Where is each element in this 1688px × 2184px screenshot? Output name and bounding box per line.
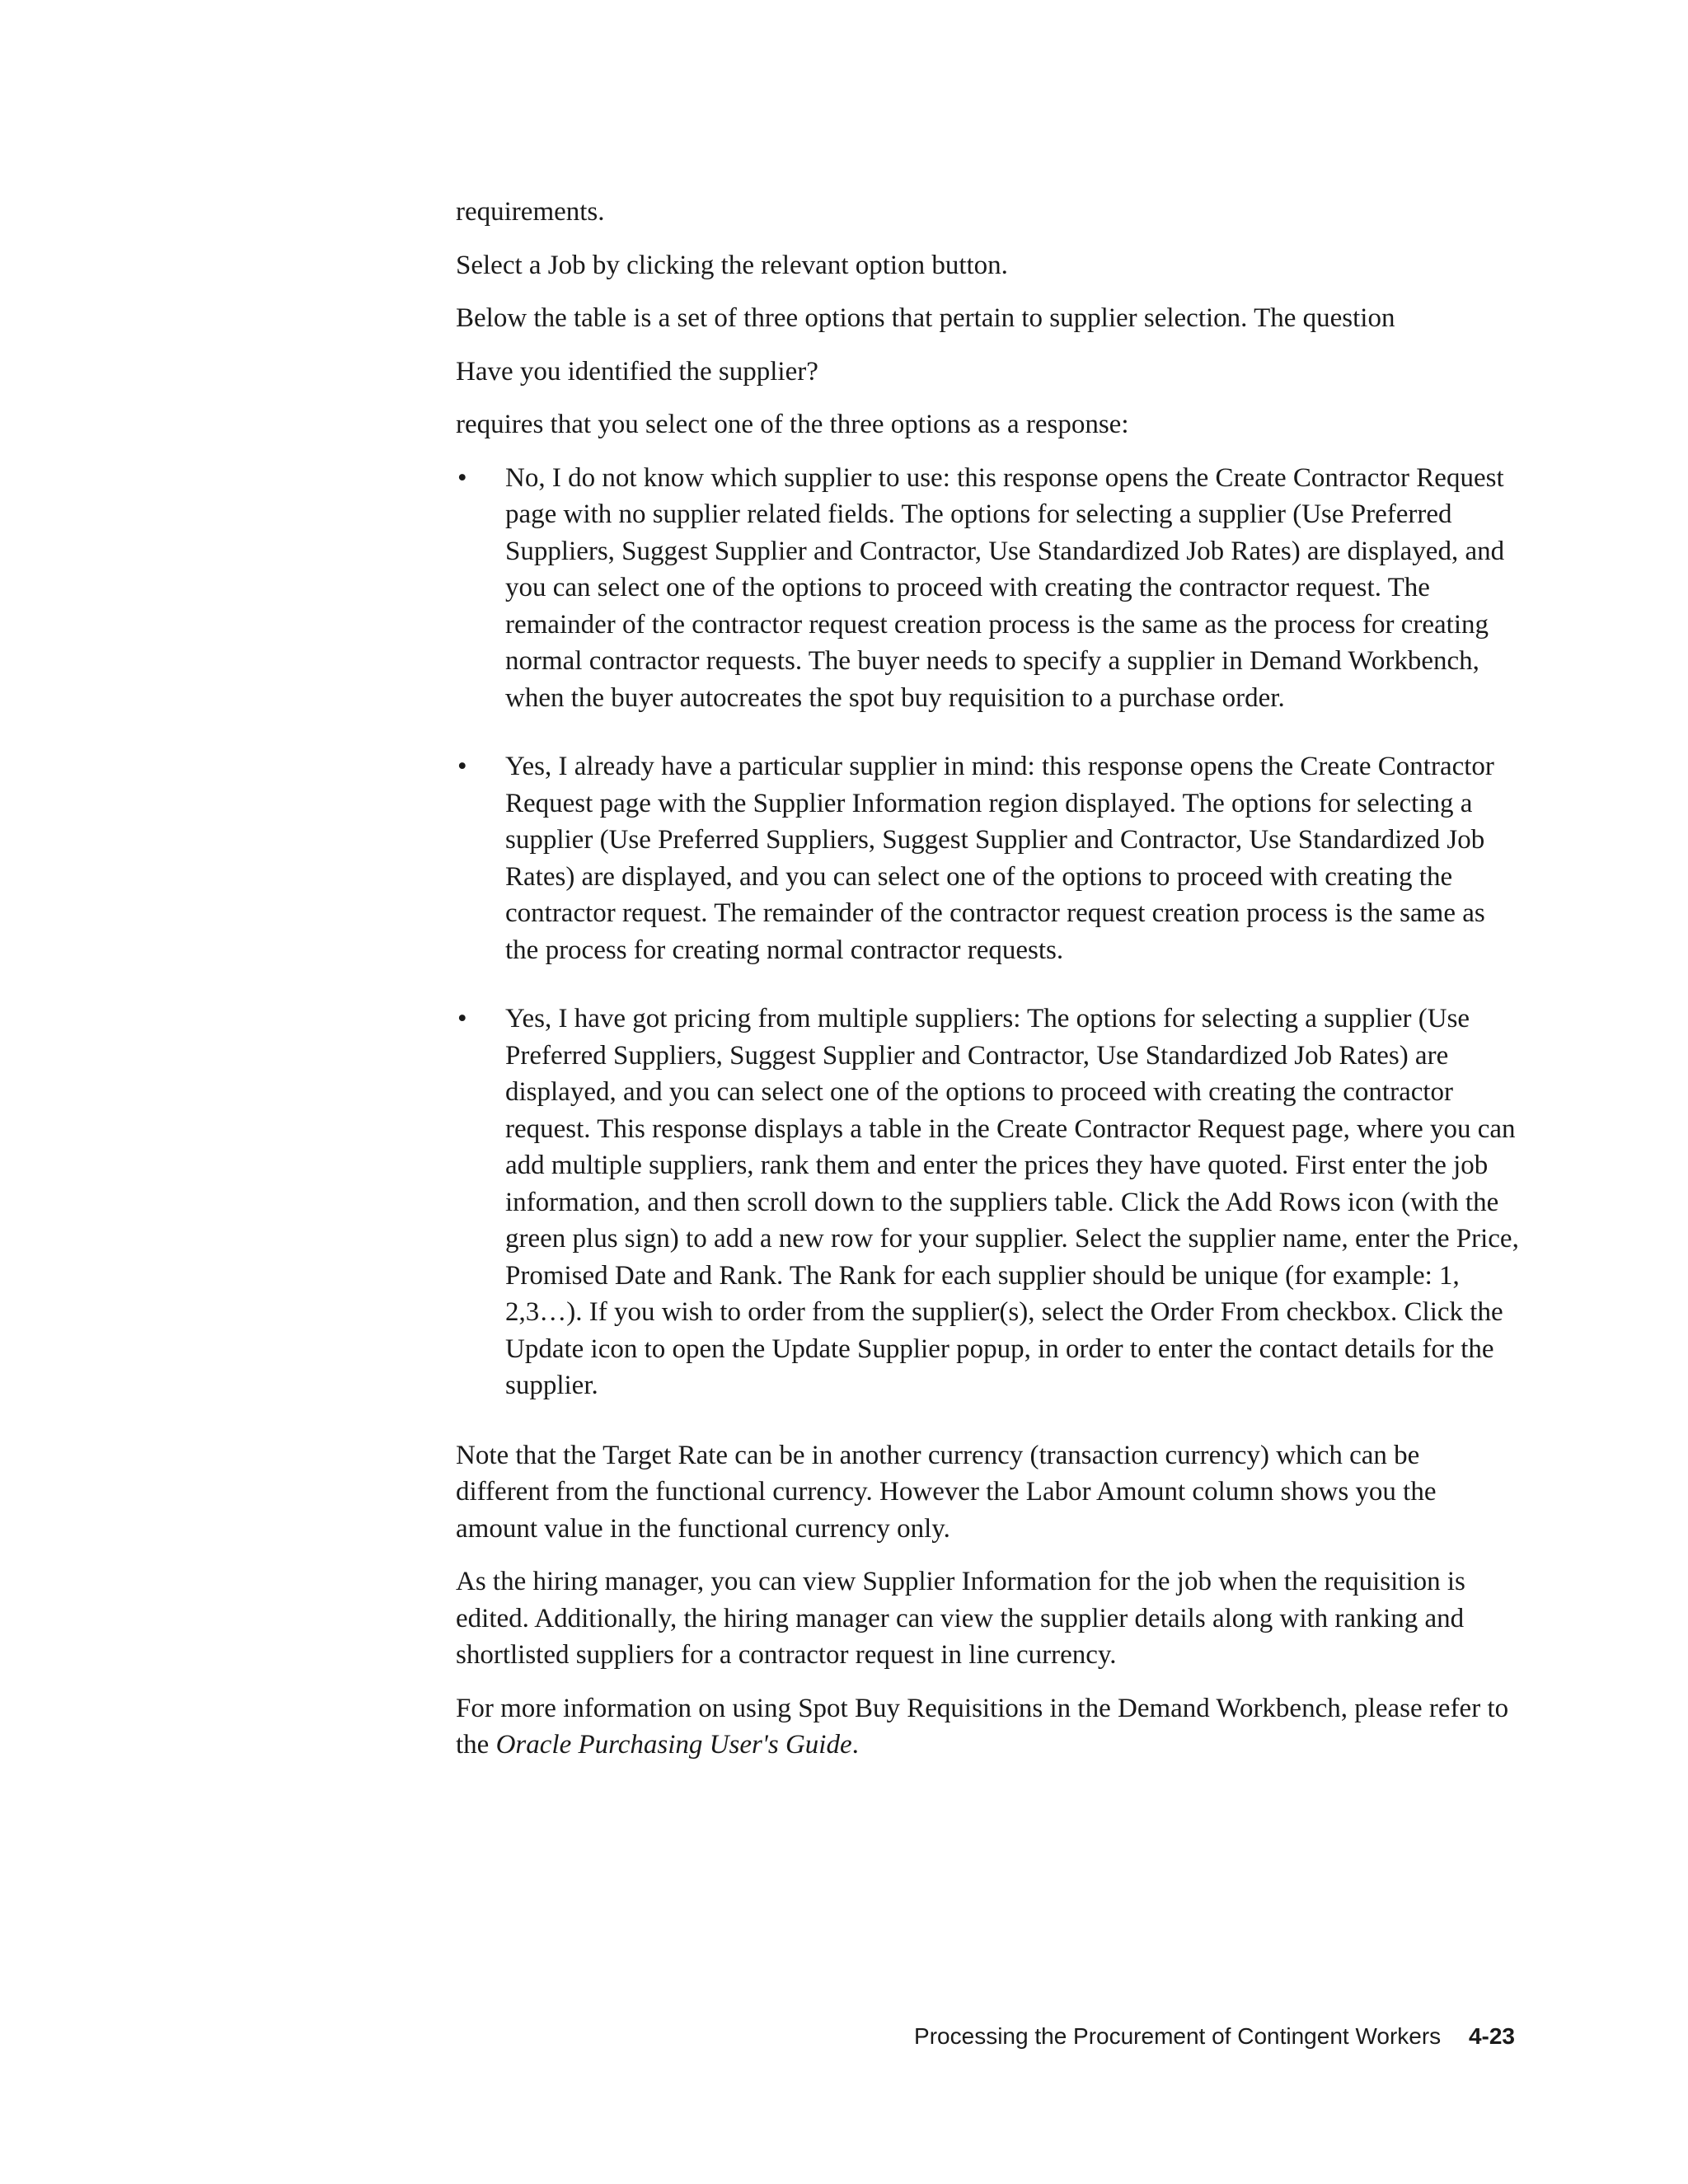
bullet-icon: •	[457, 1004, 467, 1033]
paragraph: Note that the Target Rate can be in another currency (transaction currency) which can be different from the functional currency. However the Labor Amount column shows you the amount value in the functional currency only.	[456, 1440, 1437, 1544]
page-footer	[914, 2023, 1515, 2050]
page-number: 4-23	[1468, 2023, 1515, 2049]
bullet-list	[456, 460, 1519, 1404]
reference-end: .	[851, 1730, 859, 1760]
list-item	[456, 1001, 1519, 1404]
footer-title: Processing the Procurement of Contingent Workers	[914, 2023, 1442, 2049]
list-item	[456, 748, 1519, 968]
book-title: Oracle Purchasing User's Guide	[495, 1730, 852, 1760]
paragraph: Have you identified the supplier?	[456, 356, 818, 387]
bullet-icon: •	[457, 752, 467, 781]
bullet-icon: •	[457, 462, 467, 493]
paragraph: Select a Job by clicking the relevant option button.	[456, 250, 1008, 280]
paragraph: As the hiring manager, you can view Supplier Information for the job when the requisition is edited. Additionally, the hiring manager can view the supplier details along with ranking and shortlisted suppliers for a contractor request in line currency.	[456, 1567, 1465, 1670]
reference-paragraph	[456, 1690, 1519, 1764]
paragraph: requirements.	[456, 197, 605, 227]
list-item-text: No, I do not know which supplier to use: this response opens the Create Contractor Request page with no supplier related fields. The options for selecting a supplier (Use Preferred Suppliers, Suggest Supplier and Contractor, Use Standardized Job Rates) are displayed, and you can select one of the options to proceed with creating the contractor request. The remainder of the contractor request creation process is the same as the process for creating normal contractor requests. The buyer needs to specify a supplier in Demand Workbench, when the buyer autocreates the spot buy requisition to a purchase order.	[505, 462, 1505, 713]
document-body	[456, 194, 1519, 1780]
list-item-text: Yes, I have got pricing from multiple suppliers: The options for selecting a supplier (Use Preferred Suppliers, Suggest Supplier and Contractor, Use Standardized Job Rates) are displayed, and you can select one of the options to proceed with creating the contractor request. This response displays a table in the Create Contractor Request page, where you can add multiple suppliers, rank them and enter the prices they have quoted. First enter the job information, and then scroll down to the suppliers table. Click the Add Rows icon (with the green plus sign) to add a new row for your supplier. Select the supplier name, enter the Price, Promised Date and Rank. The Rank for each supplier should be unique (for example: 1, 2,3…). If you wish to order from the supplier(s), select the Order From checkbox. Click the Update icon to open the Update Supplier popup, in order to enter the contact details for the supplier.	[505, 1004, 1519, 1400]
list-item	[456, 460, 1519, 717]
paragraph: requires that you select one of the three options as a response:	[456, 410, 1129, 439]
paragraph: Below the table is a set of three options that pertain to supplier selection. The question	[456, 303, 1395, 333]
reference-text: For more information on using Spot Buy Requisitions in the Demand Workbench, please refer to the	[456, 1693, 1509, 1760]
list-item-text: Yes, I already have a particular supplier in mind: this response opens the Create Contractor Request page with the Supplier Information region displayed. The options for selecting a supplier (Use Preferred Suppliers, Suggest Supplier and Contractor, Use Standardized Job Rates) are displayed, and you can select one of the options to proceed with creating the contractor request. The remainder of the contractor request creation process is the same as the process for creating normal contractor requests.	[505, 752, 1494, 965]
